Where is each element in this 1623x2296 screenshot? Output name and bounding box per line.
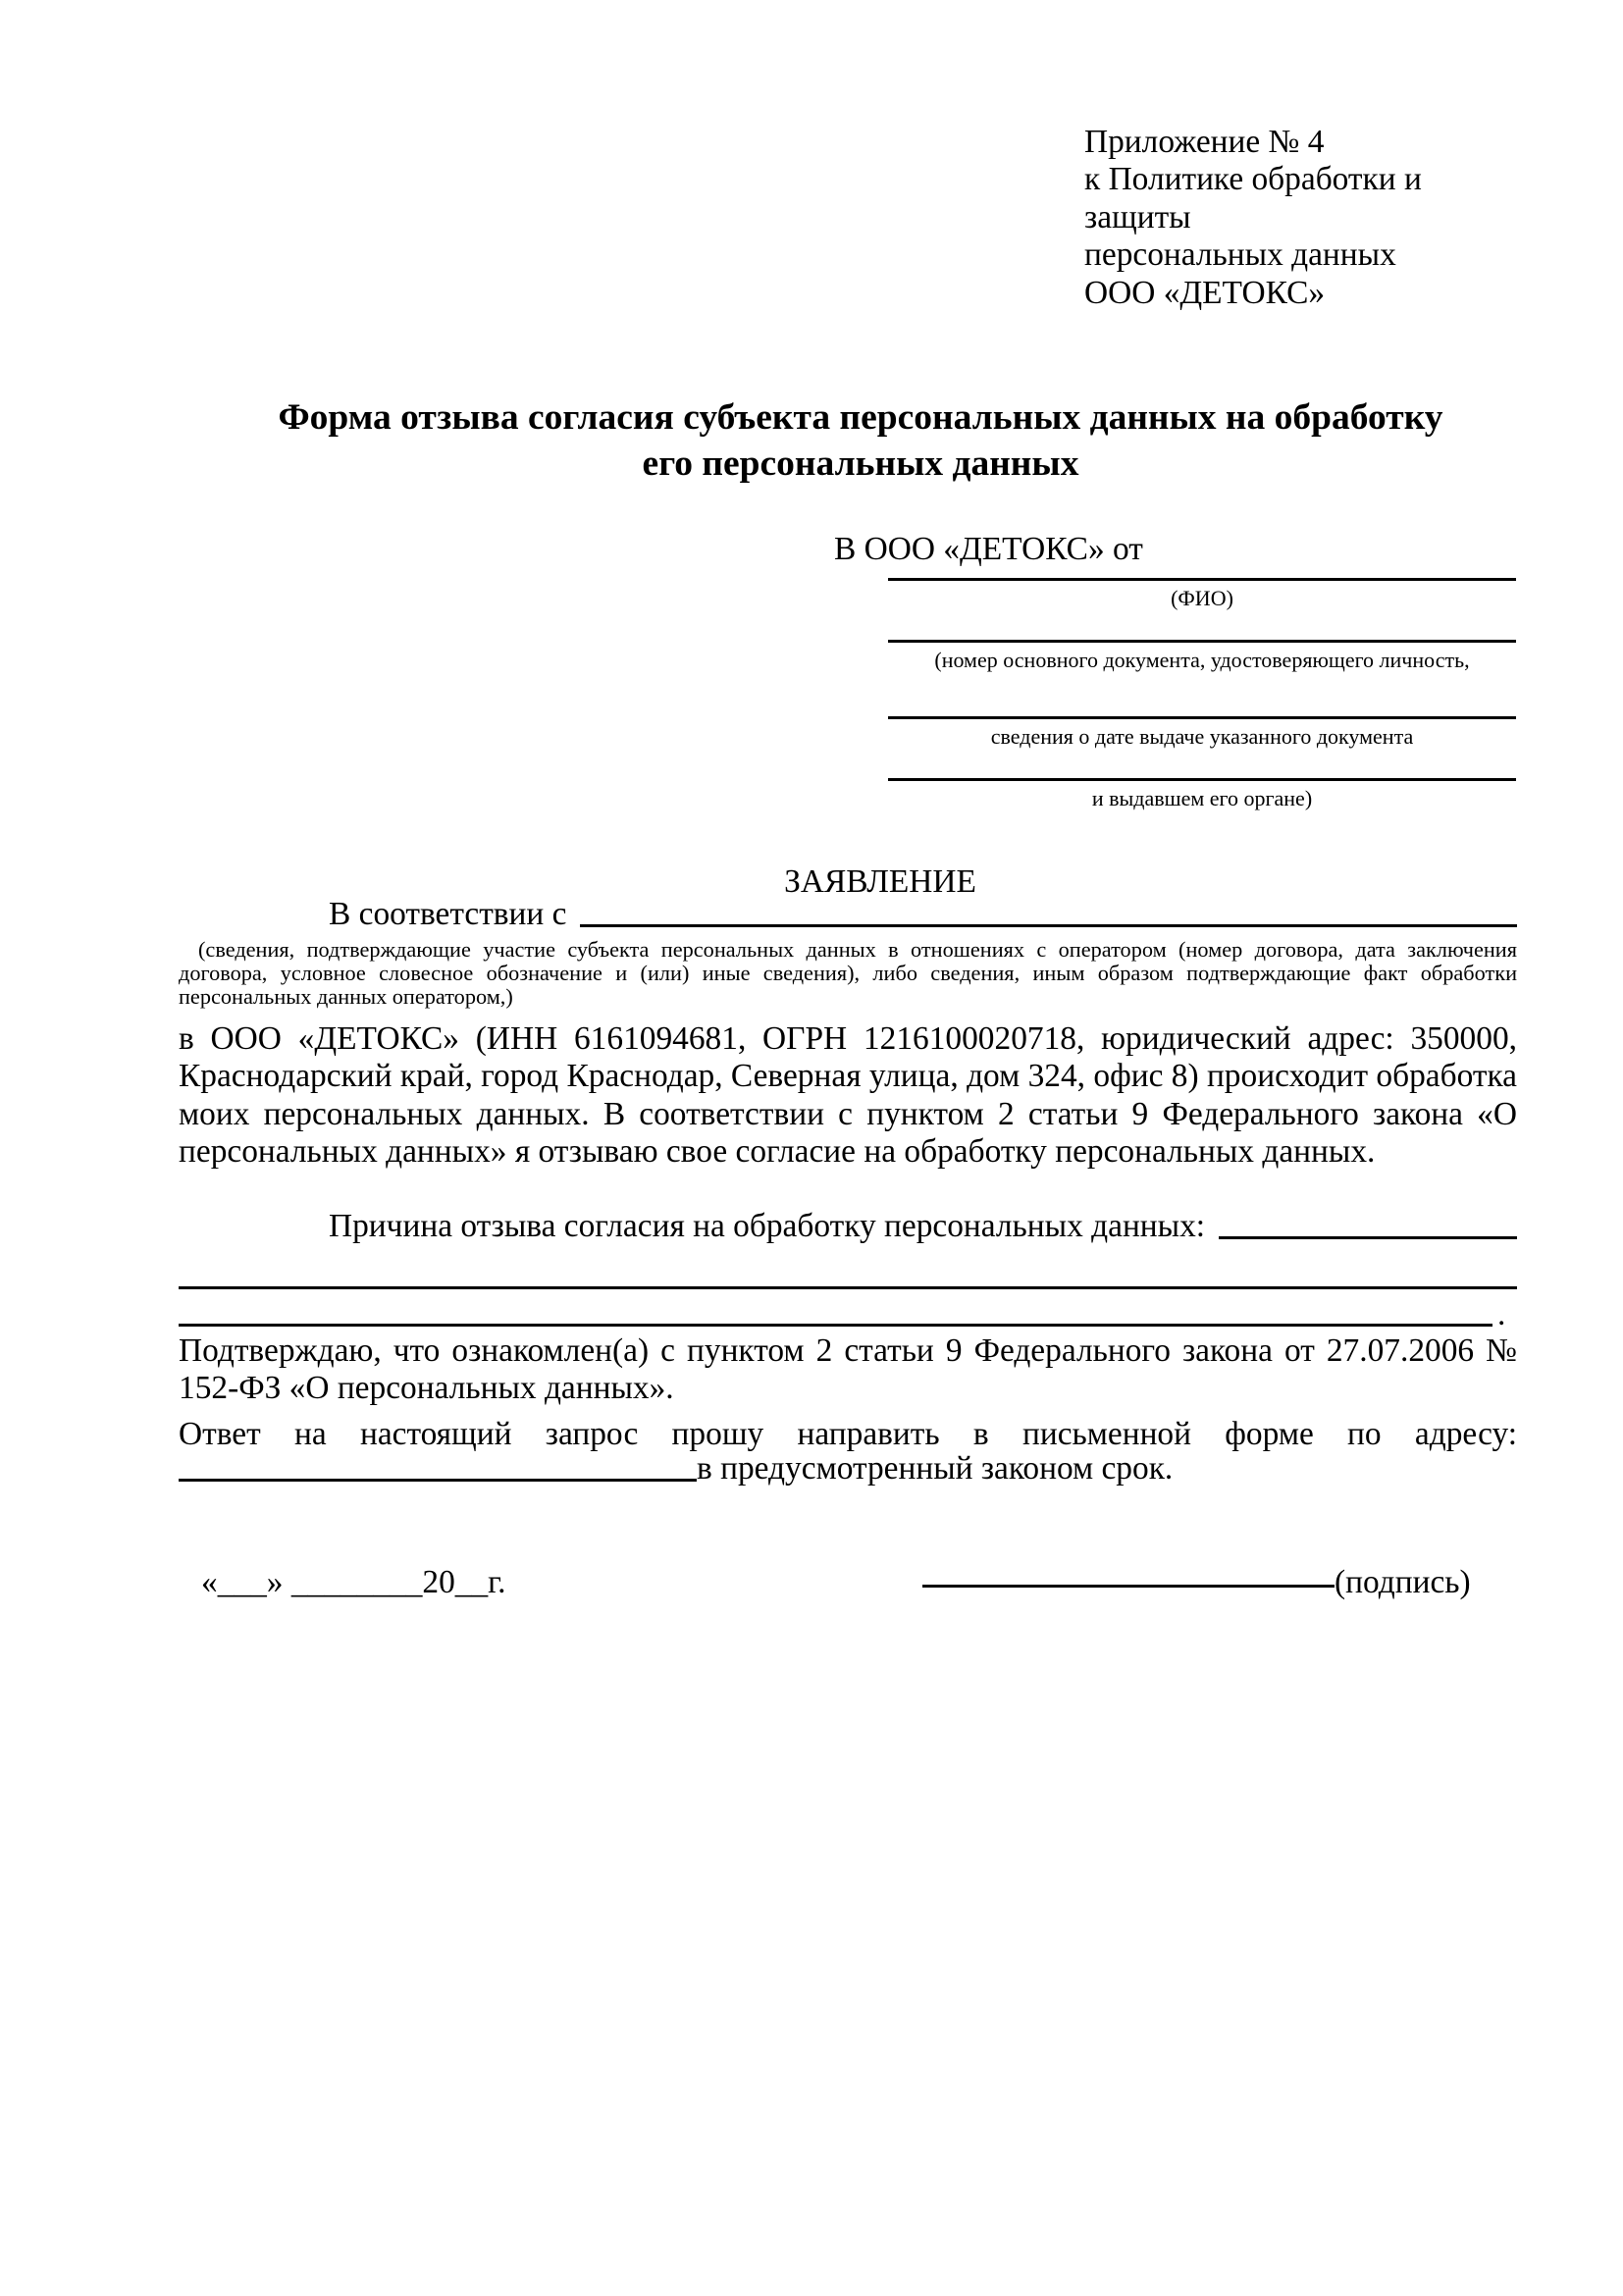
statement-body: в ООО «ДЕТОКС» (ИНН 6161094681, ОГРН 1216100020718, юридический адрес: 350000, Краснодарский край, город Краснодар, Северная улица, дом 324, офис 8) происходит обработка моих персональных данных. В соответствии с пунктом 2 статьи 9 Федерального закона «О персональных данных» я отзываю свое согласие на обработку персональных данных. — [179, 1020, 1517, 1171]
fio-field-caption: (ФИО) — [1171, 586, 1233, 610]
issuing-authority-blank-line — [888, 778, 1516, 781]
appendix-line: к Политике обработки и защиты — [1084, 161, 1422, 235]
statement-heading: ЗАЯВЛЕНИЕ — [784, 863, 976, 900]
issuing-authority-field — [888, 778, 1516, 811]
signature-blank-line — [922, 1585, 1335, 1588]
document-title-line: его персональных данных — [642, 444, 1079, 484]
accordance-row — [179, 896, 1517, 933]
reply-request-paragraph: Ответ на настоящий запрос прошу направить в письменной форме по адресу: — [179, 1416, 1517, 1452]
fio-blank-line — [888, 578, 1516, 581]
issue-date-field — [888, 716, 1516, 750]
reply-address-row — [179, 1450, 1517, 1487]
reason-blank-line — [1219, 1208, 1517, 1239]
document-number-blank-line — [888, 640, 1516, 643]
issue-date-blank-line — [888, 716, 1516, 719]
accordance-prefix: В соответствии с — [329, 896, 567, 932]
reply-tail: в предусмотренный законом срок. — [697, 1450, 1174, 1487]
reason-label: Причина отзыва согласия на обработку персональных данных: — [329, 1208, 1206, 1244]
appendix-line: персональных данных — [1084, 236, 1396, 274]
document-number-caption: (номер основного документа, удостоверяющего личность, — [934, 648, 1470, 672]
address-blank-line — [179, 1450, 697, 1482]
document-title-line: Форма отзыва согласия субъекта персональных данных на обработку — [278, 397, 1443, 438]
date-line: «___» ________20__г. — [201, 1564, 506, 1600]
appendix-header — [1084, 124, 1536, 312]
fio-field — [888, 578, 1516, 611]
reason-blank-line-2 — [179, 1286, 1517, 1289]
confirmation-paragraph: Подтверждаю, что ознакомлен(а) с пунктом 2 статьи 9 Федерального закона от 27.07.2006 № 152-ФЗ «О персональных данных». — [179, 1332, 1517, 1407]
reason-row — [179, 1208, 1517, 1245]
addressee-line: В ООО «ДЕТОКС» от — [834, 531, 1143, 567]
document-title — [233, 394, 1489, 487]
accordance-blank-line — [580, 896, 1517, 927]
issuing-authority-caption: и выдавшем его органе) — [1091, 786, 1313, 810]
signature-caption: (подпись) — [1335, 1564, 1471, 1600]
blank-line-terminator: . — [1497, 1296, 1506, 1332]
issue-date-caption: сведения о дате выдаче указанного документа — [990, 724, 1414, 749]
appendix-line: ООО «ДЕТОКС» — [1084, 274, 1326, 311]
document-number-field — [888, 640, 1516, 673]
reason-blank-line-3 — [179, 1324, 1492, 1327]
fine-print-note: (сведения, подтверждающие участие субъекта персональных данных в отношениях с оператором (номер договора, дата заключения договора, условное словесное обозначение и (или) иные сведения), либо сведения, иным образом подтверждающие факт обработки персональных данных оператором,) — [179, 937, 1517, 1010]
appendix-line: Приложение № 4 — [1084, 124, 1325, 160]
